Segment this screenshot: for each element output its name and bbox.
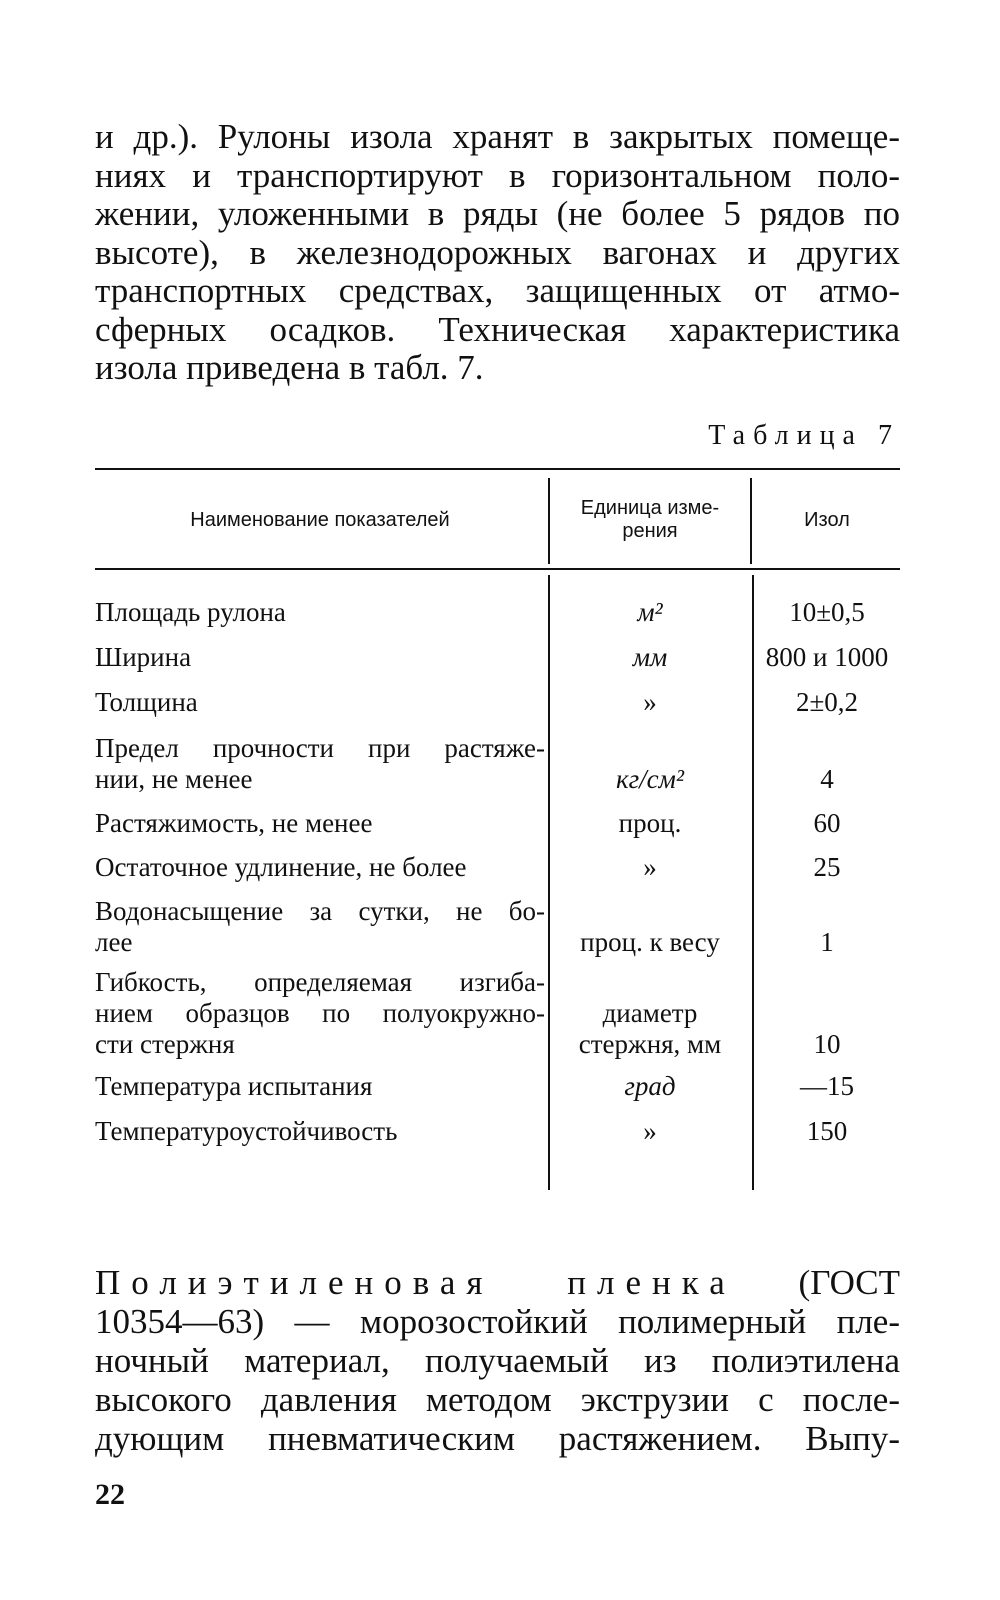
bottom-paragraph bbox=[95, 1263, 900, 1458]
row-name-line: лее bbox=[95, 927, 133, 957]
text-line: ниях и транспортируют в горизонтальном поло- bbox=[95, 155, 900, 195]
text-line: жении, уложенными в ряды (не более 5 рядов по bbox=[95, 194, 900, 233]
column-divider bbox=[750, 478, 752, 564]
row-name-line: Ширина bbox=[95, 642, 192, 672]
row-value: 60 bbox=[813, 808, 841, 838]
text-line: транспортных средствах, защищенных от атмо- bbox=[95, 271, 900, 310]
intro-paragraph bbox=[95, 118, 900, 388]
row-unit: проц. к весу bbox=[580, 927, 720, 957]
row-name bbox=[95, 967, 545, 1060]
row-name-line: Толщина bbox=[95, 687, 198, 717]
text-line: изола приведена в табл. 7. bbox=[95, 348, 484, 387]
row-unit: м² bbox=[637, 597, 663, 627]
row-unit: проц. bbox=[618, 808, 682, 838]
row-unit-line: диаметр bbox=[602, 998, 698, 1028]
text-line: сферных осадков. Техническая характеристика bbox=[95, 309, 900, 349]
row-name bbox=[95, 687, 545, 718]
row-value: 1 bbox=[820, 927, 834, 957]
row-name-line: Предел прочности при растяже- bbox=[95, 733, 545, 763]
row-value: —15 bbox=[800, 1071, 854, 1101]
row-name-line: нии, не менее bbox=[95, 764, 253, 794]
row-value: 2±0,2 bbox=[795, 687, 859, 717]
column-divider bbox=[752, 575, 754, 1190]
row-name bbox=[95, 733, 545, 795]
header-unit-line: Единица изме- bbox=[580, 497, 720, 519]
table-header-rule bbox=[95, 568, 900, 570]
text-line: 10354—63) — морозостойкий полимерный пле- bbox=[95, 1302, 900, 1341]
text-line: высокого давления методом экструзии с после- bbox=[95, 1380, 900, 1419]
row-name bbox=[95, 852, 545, 883]
row-name-line: Остаточное удлинение, не более bbox=[95, 852, 467, 882]
row-unit: » bbox=[643, 1116, 657, 1146]
header-name: Наименование показателей bbox=[190, 509, 450, 531]
text-line bbox=[95, 1263, 900, 1302]
row-name bbox=[95, 896, 545, 958]
gost-reference: (ГОСТ bbox=[798, 1263, 900, 1302]
row-name bbox=[95, 808, 545, 839]
row-value: 150 bbox=[806, 1116, 848, 1146]
row-unit: » bbox=[643, 852, 657, 882]
column-divider bbox=[548, 478, 550, 564]
page-number: 22 bbox=[95, 1478, 125, 1511]
column-divider bbox=[548, 575, 550, 1190]
row-value: 4 bbox=[820, 764, 834, 794]
row-name-line: Площадь рулона bbox=[95, 597, 286, 627]
row-unit-line: стержня, мм bbox=[578, 1029, 722, 1059]
row-name bbox=[95, 597, 545, 628]
row-name-line: нием образцов по полуокружно- bbox=[95, 998, 545, 1028]
row-unit: » bbox=[643, 687, 657, 717]
table-caption: Таблица 7 bbox=[708, 420, 900, 451]
row-name-line: Гибкость, определяемая изгиба- bbox=[95, 967, 545, 997]
row-unit: град bbox=[624, 1071, 676, 1101]
row-value: 10±0,5 bbox=[789, 597, 865, 627]
row-name-line: Водонасыщение за сутки, не бо- bbox=[95, 896, 545, 926]
table-top-rule bbox=[95, 468, 900, 470]
header-unit-line: рения bbox=[622, 520, 678, 542]
row-name bbox=[95, 1071, 545, 1102]
row-value: 25 bbox=[813, 852, 841, 882]
row-unit bbox=[555, 998, 745, 1060]
text-line: высоте), в железнодорожных вагонах и других bbox=[95, 232, 900, 272]
header-unit bbox=[552, 497, 748, 543]
text-line: ночный материал, получаемый из полиэтилена bbox=[95, 1341, 900, 1380]
row-name-line: Растяжимость, не менее bbox=[95, 808, 373, 838]
row-name-line: Температура испытания bbox=[95, 1071, 373, 1101]
row-name-line: сти стержня bbox=[95, 1029, 235, 1059]
row-unit: кг/см² bbox=[616, 764, 684, 794]
row-name bbox=[95, 642, 545, 673]
term-spaced: Полиэтиленовая пленка bbox=[95, 1263, 736, 1302]
text-line: дующим пневматическим растяжением. Выпу- bbox=[95, 1419, 900, 1458]
row-value: 800 и 1000 bbox=[765, 642, 889, 672]
text-line: и др.). Рулоны изола хранят в закрытых помеще- bbox=[95, 117, 900, 156]
row-name-line: Температуроустойчивость bbox=[95, 1116, 398, 1146]
row-value: 10 bbox=[813, 1029, 841, 1059]
row-unit: мм bbox=[632, 642, 668, 672]
row-name bbox=[95, 1116, 545, 1147]
header-value: Изол bbox=[804, 509, 850, 531]
